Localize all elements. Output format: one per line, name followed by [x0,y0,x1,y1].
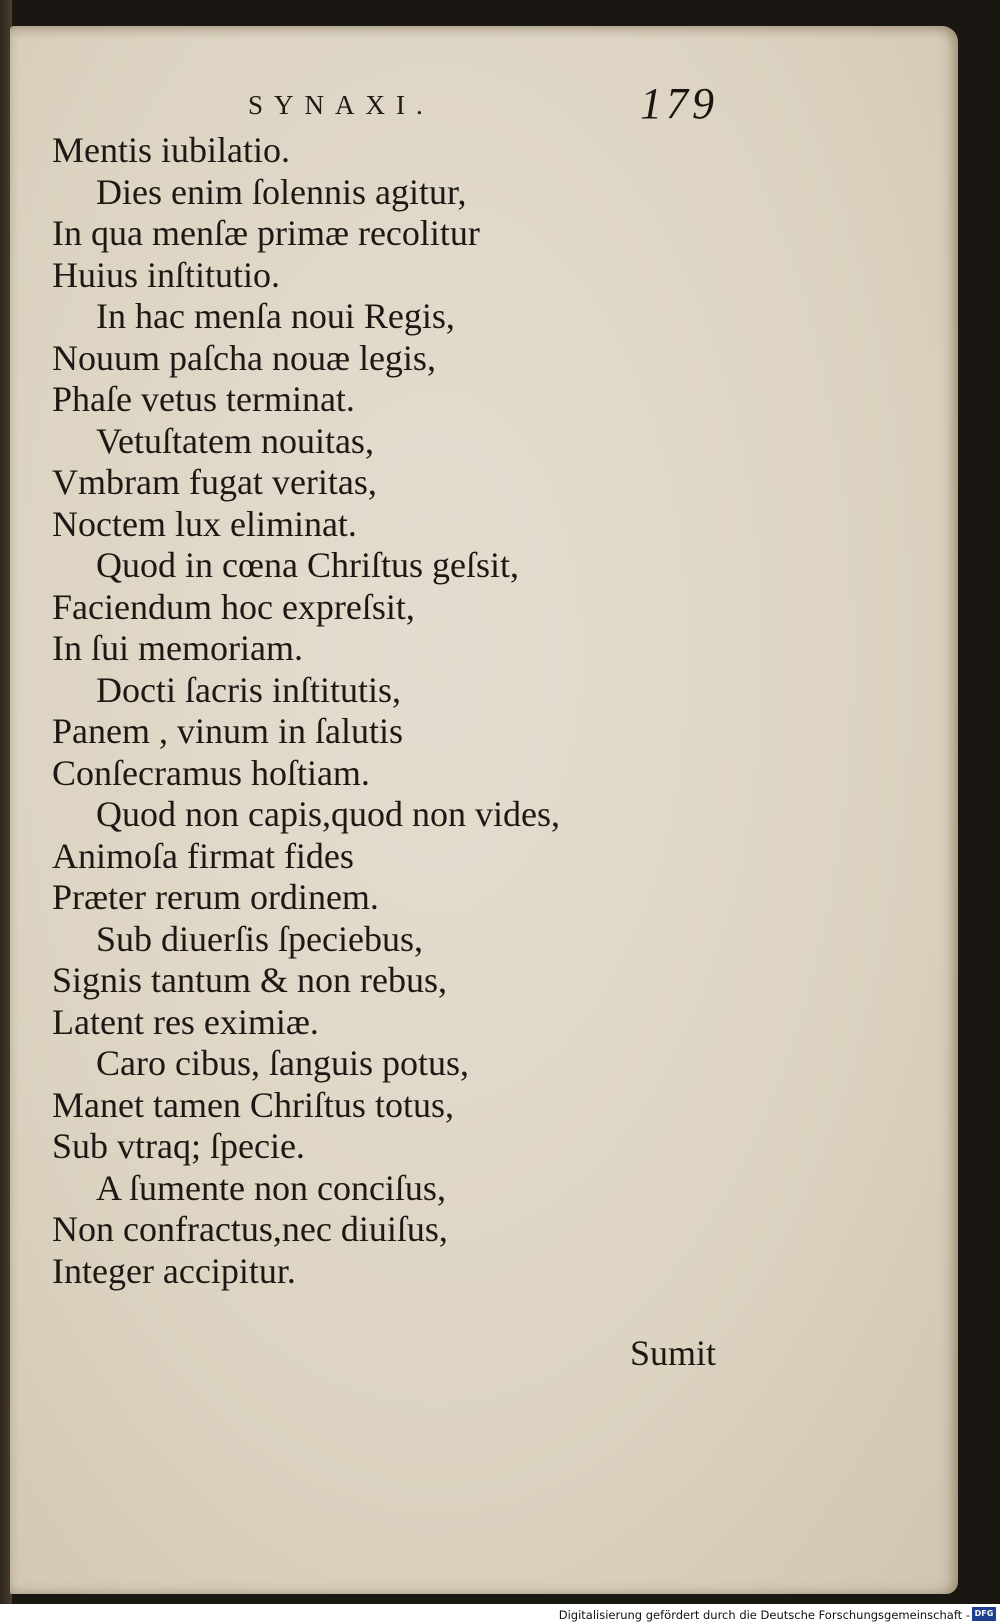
verse-line: In qua menſæ primæ recolitur [52,213,480,253]
verse-line: Signis tantum & non rebus, [52,960,447,1000]
verse-line: Caro cibus, ſanguis potus, [96,1043,469,1083]
verse-line: A ſumente non conciſus, [96,1167,446,1208]
verse-line: Præter rerum ordinem. [52,877,379,917]
verse-line: In hac menſa noui Regis, [96,296,455,336]
verse-line: In ſui memoriam. [52,628,303,668]
verse-line: Non confractus,nec diuiſus, [52,1209,448,1249]
verse-line: Vetuſtatem nouitas, [96,420,374,461]
verse-line: Quod non capis,quod non vides, [96,794,560,834]
verse-line: Mentis iubilatio. [52,130,290,170]
verse-line: Nouum paſcha nouæ legis, [52,337,436,378]
verse-line: Noctem lux eliminat. [52,503,357,544]
verse-line: Animoſa firmat fides [52,835,354,876]
footer-bar [0,1604,1000,1624]
digitization-credit: Digitalisierung gefördert durch die Deutsche Forschungsgemeinschaft - [558,1608,970,1622]
verse-line: Integer accipitur. [52,1250,296,1291]
verse-line: Faciendum hoc expreſsit, [52,586,415,627]
page-number: 179 [640,79,718,128]
verse-block [52,130,752,1292]
verse-line: Vmbram fugat veritas, [52,462,377,502]
verse-line: Conſecramus hoſtiam. [52,752,370,793]
verse-line: Sub vtraq; ſpecie. [52,1126,305,1166]
running-title: SYNAXI. [248,90,434,120]
verse-line: Manet tamen Chriſtus totus, [52,1084,454,1125]
verse-line: Dies enim ſolennis agitur, [96,171,467,212]
verse-line: Docti ſacris inſtitutis, [96,669,401,710]
verse-line: Panem , vinum in ſalutis [52,711,403,751]
verse-line: Phaſe vetus terminat. [52,379,355,419]
dfg-logo: DFG [972,1607,996,1621]
catchword: Sumit [630,1333,717,1373]
verse-line: Sub diuerſis ſpeciebus, [96,918,423,959]
verse-line: Latent res eximiæ. [52,1001,319,1042]
verse-line: Huius inſtitutio. [52,254,281,295]
verse-line: Quod in cœna Chriſtus geſsit, [96,545,519,585]
